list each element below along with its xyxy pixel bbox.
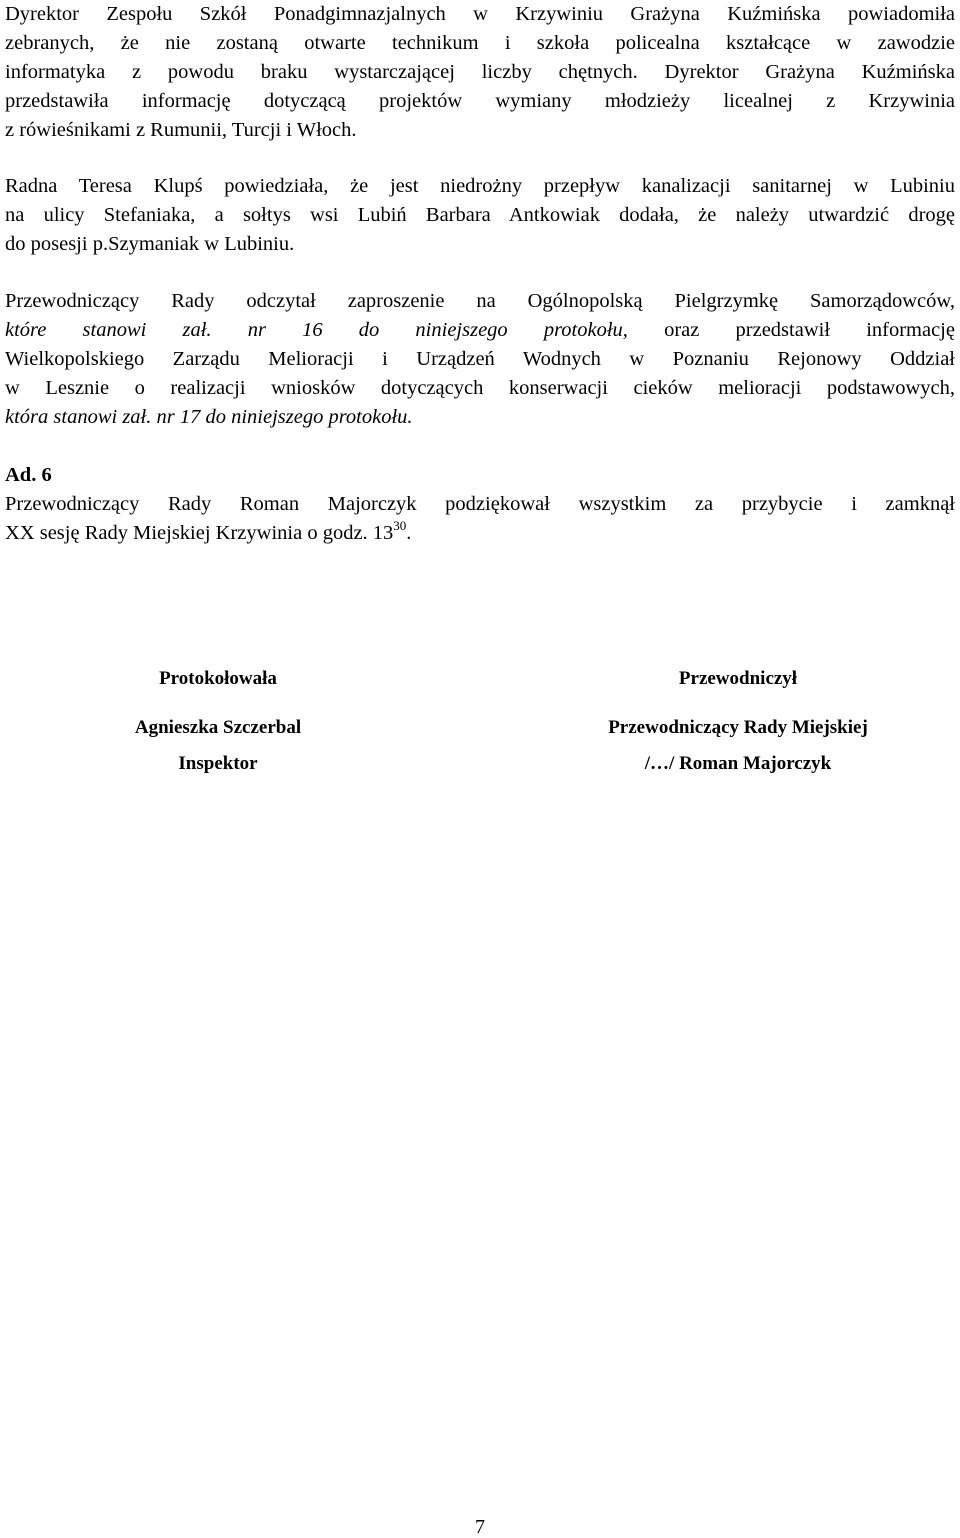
text-line: przedstawiła informację dotyczącą projektów wymiany młodzieży licealnej z Krzywinia (5, 90, 955, 112)
signature-right-name: /…/ Roman Majorczyk (644, 753, 832, 774)
text-line: informatyka z powodu braku wystarczającej liczby chętnych. Dyrektor Grażyna Kuźmińska (5, 61, 955, 83)
text-line: Wielkopolskiego Zarządu Melioracji i Urządzeń Wodnych w Poznaniu Rejonowy Oddział (5, 348, 955, 370)
text-line: na ulicy Stefaniaka, a sołtys wsi Lubiń Barbara Antkowiak dodała, że należy utwardzić drogę (5, 204, 955, 226)
attachment-reference: które stanowi zał. nr 16 do niniejszego protokołu, (5, 319, 628, 341)
signature-left-role: Protokołowała (159, 668, 277, 689)
text-line: do posesji p.Szymaniak w Lubiniu. (5, 233, 295, 255)
text-line (5, 316, 955, 345)
paragraph-closing (5, 461, 955, 548)
text-fragment: . (406, 522, 412, 544)
text-line: Dyrektor Zespołu Szkół Ponadgimnazjalnych w Krzywiniu Grażyna Kuźmińska powiadomiła (5, 3, 955, 25)
text-line: zebranych, że nie zostaną otwarte technikum i szkoła policealna kształcące w zawodzie (5, 32, 955, 54)
text-line: Przewodniczący Rady Roman Majorczyk podziękował wszystkim za przybycie i zamknął (5, 493, 955, 515)
text-line: w Lesznie o realizacji wniosków dotyczących konserwacji cieków melioracji podstawowych, (5, 377, 955, 399)
time-superscript: 30 (393, 518, 407, 533)
text-line: Przewodniczący Rady odczytał zaproszenie na Ogólnopolską Pielgrzymkę Samorządowców, (5, 290, 955, 312)
text-line (5, 519, 955, 548)
text-line: Radna Teresa Klupś powiedziała, że jest niedrożny przepływ kanalizacji sanitarnej w Lubiniu (5, 175, 955, 197)
section-heading: Ad. 6 (5, 464, 52, 486)
text-line: z rówieśnikami z Rumunii, Turcji i Włoch. (5, 119, 357, 141)
attachment-reference: która stanowi zał. nr 17 do niniejszego protokołu. (5, 406, 413, 428)
signature-left-title: Inspektor (178, 753, 258, 774)
page-number: 7 (475, 1516, 485, 1538)
signature-left-name: Agnieszka Szczerbal (134, 717, 302, 738)
paragraph-invitation-melioration (5, 287, 955, 432)
paragraph-school-information (5, 0, 955, 145)
paragraph-sewage-road (5, 172, 955, 259)
text-fragment: XX sesję Rady Miejskiej Krzywinia o godz. 13 (5, 522, 394, 544)
text-fragment: oraz przedstawił informację (627, 319, 955, 341)
signature-right-title: Przewodniczący Rady Miejskiej (608, 717, 868, 738)
signature-right-role: Przewodniczył (678, 668, 798, 689)
